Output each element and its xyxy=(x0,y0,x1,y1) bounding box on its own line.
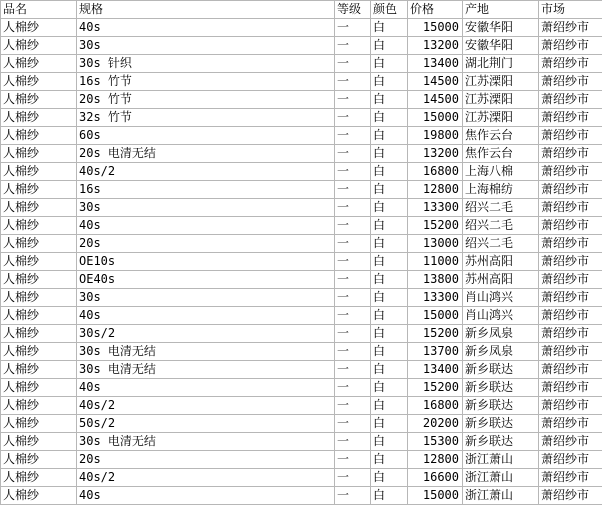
market-cell: 萧绍纱市 xyxy=(539,415,602,433)
table-row xyxy=(1,487,602,505)
table-row xyxy=(1,307,602,325)
spec-cell: OE10s xyxy=(77,253,335,271)
market-cell: 萧绍纱市 xyxy=(539,145,602,163)
color-cell: 白 xyxy=(371,19,408,37)
grade-cell: 一 xyxy=(335,127,371,145)
market-cell: 萧绍纱市 xyxy=(539,325,602,343)
origin-cell: 新乡联达 xyxy=(463,433,539,451)
color-cell: 白 xyxy=(371,217,408,235)
table-row xyxy=(1,379,602,397)
spec-cell: 30s/2 xyxy=(77,325,335,343)
grade-cell: 一 xyxy=(335,343,371,361)
table-row xyxy=(1,469,602,487)
spec-cell: 20s xyxy=(77,235,335,253)
origin-cell: 浙江萧山 xyxy=(463,451,539,469)
market-cell: 萧绍纱市 xyxy=(539,127,602,145)
table-row xyxy=(1,451,602,469)
origin-cell: 新乡凤泉 xyxy=(463,325,539,343)
spec-cell: 16s xyxy=(77,181,335,199)
table-row xyxy=(1,235,602,253)
grade-cell: 一 xyxy=(335,145,371,163)
table-row xyxy=(1,325,602,343)
color-cell: 白 xyxy=(371,325,408,343)
grade-cell: 一 xyxy=(335,307,371,325)
table-row xyxy=(1,145,602,163)
grade-cell: 一 xyxy=(335,379,371,397)
table-row xyxy=(1,343,602,361)
spec-cell: 20s xyxy=(77,451,335,469)
table-row xyxy=(1,217,602,235)
origin-cell: 新乡凤泉 xyxy=(463,343,539,361)
market-cell: 萧绍纱市 xyxy=(539,451,602,469)
color-cell: 白 xyxy=(371,415,408,433)
origin-cell: 浙江萧山 xyxy=(463,469,539,487)
color-cell: 白 xyxy=(371,235,408,253)
header-color: 颜色 xyxy=(371,1,408,19)
table-row xyxy=(1,55,602,73)
spec-cell: 30s xyxy=(77,289,335,307)
market-cell: 萧绍纱市 xyxy=(539,19,602,37)
spec-cell: 30s 电清无结 xyxy=(77,343,335,361)
color-cell: 白 xyxy=(371,109,408,127)
header-grade: 等级 xyxy=(335,1,371,19)
spec-cell: 32s 竹节 xyxy=(77,109,335,127)
origin-cell: 江苏溧阳 xyxy=(463,91,539,109)
color-cell: 白 xyxy=(371,433,408,451)
origin-cell: 湖北荆门 xyxy=(463,55,539,73)
table-row xyxy=(1,163,602,181)
header-price: 价格 xyxy=(408,1,463,19)
price-cell: 13000 xyxy=(408,235,463,253)
color-cell: 白 xyxy=(371,37,408,55)
spec-cell: 30s xyxy=(77,37,335,55)
product-name-cell: 人棉纱 xyxy=(1,451,77,469)
product-name-cell: 人棉纱 xyxy=(1,91,77,109)
price-cell: 15000 xyxy=(408,307,463,325)
table-row xyxy=(1,397,602,415)
price-cell: 14500 xyxy=(408,91,463,109)
grade-cell: 一 xyxy=(335,271,371,289)
price-cell: 15200 xyxy=(408,325,463,343)
spec-cell: 40s xyxy=(77,379,335,397)
market-cell: 萧绍纱市 xyxy=(539,307,602,325)
origin-cell: 江苏溧阳 xyxy=(463,73,539,91)
origin-cell: 肖山鸿兴 xyxy=(463,289,539,307)
color-cell: 白 xyxy=(371,55,408,73)
product-name-cell: 人棉纱 xyxy=(1,109,77,127)
grade-cell: 一 xyxy=(335,55,371,73)
spec-cell: 30s xyxy=(77,199,335,217)
origin-cell: 焦作云台 xyxy=(463,145,539,163)
market-cell: 萧绍纱市 xyxy=(539,181,602,199)
grade-cell: 一 xyxy=(335,487,371,505)
color-cell: 白 xyxy=(371,343,408,361)
origin-cell: 江苏溧阳 xyxy=(463,109,539,127)
price-cell: 16800 xyxy=(408,397,463,415)
spec-cell: 20s 竹节 xyxy=(77,91,335,109)
price-cell: 13400 xyxy=(408,361,463,379)
spec-cell: 40s/2 xyxy=(77,397,335,415)
table-row xyxy=(1,433,602,451)
grade-cell: 一 xyxy=(335,37,371,55)
product-name-cell: 人棉纱 xyxy=(1,37,77,55)
header-row xyxy=(1,1,602,19)
table-row xyxy=(1,289,602,307)
price-cell: 19800 xyxy=(408,127,463,145)
origin-cell: 新乡联达 xyxy=(463,415,539,433)
color-cell: 白 xyxy=(371,469,408,487)
price-cell: 15200 xyxy=(408,217,463,235)
price-cell: 14500 xyxy=(408,73,463,91)
table-row xyxy=(1,19,602,37)
grade-cell: 一 xyxy=(335,253,371,271)
price-cell: 13800 xyxy=(408,271,463,289)
grade-cell: 一 xyxy=(335,109,371,127)
product-name-cell: 人棉纱 xyxy=(1,433,77,451)
market-cell: 萧绍纱市 xyxy=(539,253,602,271)
price-cell: 13200 xyxy=(408,37,463,55)
market-cell: 萧绍纱市 xyxy=(539,433,602,451)
spec-cell: OE40s xyxy=(77,271,335,289)
color-cell: 白 xyxy=(371,73,408,91)
table-row xyxy=(1,361,602,379)
product-name-cell: 人棉纱 xyxy=(1,343,77,361)
market-cell: 萧绍纱市 xyxy=(539,469,602,487)
product-name-cell: 人棉纱 xyxy=(1,55,77,73)
color-cell: 白 xyxy=(371,181,408,199)
grade-cell: 一 xyxy=(335,181,371,199)
price-cell: 15300 xyxy=(408,433,463,451)
product-name-cell: 人棉纱 xyxy=(1,271,77,289)
color-cell: 白 xyxy=(371,289,408,307)
market-cell: 萧绍纱市 xyxy=(539,361,602,379)
origin-cell: 安徽华阳 xyxy=(463,37,539,55)
origin-cell: 浙江萧山 xyxy=(463,487,539,505)
spec-cell: 40s/2 xyxy=(77,163,335,181)
header-origin: 产地 xyxy=(463,1,539,19)
price-cell: 15000 xyxy=(408,487,463,505)
product-name-cell: 人棉纱 xyxy=(1,127,77,145)
origin-cell: 绍兴二毛 xyxy=(463,235,539,253)
grade-cell: 一 xyxy=(335,19,371,37)
color-cell: 白 xyxy=(371,487,408,505)
table-row xyxy=(1,415,602,433)
origin-cell: 上海八棉 xyxy=(463,163,539,181)
market-cell: 萧绍纱市 xyxy=(539,397,602,415)
market-cell: 萧绍纱市 xyxy=(539,163,602,181)
spec-cell: 30s 针织 xyxy=(77,55,335,73)
origin-cell: 新乡联达 xyxy=(463,379,539,397)
color-cell: 白 xyxy=(371,91,408,109)
product-name-cell: 人棉纱 xyxy=(1,199,77,217)
origin-cell: 新乡联达 xyxy=(463,397,539,415)
spec-cell: 20s 电清无结 xyxy=(77,145,335,163)
price-cell: 12800 xyxy=(408,451,463,469)
table-row xyxy=(1,109,602,127)
grade-cell: 一 xyxy=(335,217,371,235)
product-name-cell: 人棉纱 xyxy=(1,361,77,379)
market-cell: 萧绍纱市 xyxy=(539,487,602,505)
color-cell: 白 xyxy=(371,379,408,397)
product-name-cell: 人棉纱 xyxy=(1,235,77,253)
table-row xyxy=(1,253,602,271)
product-name-cell: 人棉纱 xyxy=(1,253,77,271)
color-cell: 白 xyxy=(371,397,408,415)
table-row xyxy=(1,91,602,109)
spec-cell: 50s/2 xyxy=(77,415,335,433)
color-cell: 白 xyxy=(371,271,408,289)
color-cell: 白 xyxy=(371,451,408,469)
product-name-cell: 人棉纱 xyxy=(1,145,77,163)
origin-cell: 苏州高阳 xyxy=(463,253,539,271)
grade-cell: 一 xyxy=(335,91,371,109)
spec-cell: 40s xyxy=(77,19,335,37)
grade-cell: 一 xyxy=(335,199,371,217)
color-cell: 白 xyxy=(371,163,408,181)
header-market: 市场 xyxy=(539,1,602,19)
price-cell: 16600 xyxy=(408,469,463,487)
product-name-cell: 人棉纱 xyxy=(1,415,77,433)
market-cell: 萧绍纱市 xyxy=(539,271,602,289)
market-cell: 萧绍纱市 xyxy=(539,109,602,127)
product-name-cell: 人棉纱 xyxy=(1,19,77,37)
grade-cell: 一 xyxy=(335,415,371,433)
header-product-name: 品名 xyxy=(1,1,77,19)
price-cell: 11000 xyxy=(408,253,463,271)
spec-cell: 40s/2 xyxy=(77,469,335,487)
spec-cell: 40s xyxy=(77,217,335,235)
spec-cell: 40s xyxy=(77,307,335,325)
product-name-cell: 人棉纱 xyxy=(1,73,77,91)
product-name-cell: 人棉纱 xyxy=(1,289,77,307)
grade-cell: 一 xyxy=(335,325,371,343)
product-name-cell: 人棉纱 xyxy=(1,307,77,325)
market-cell: 萧绍纱市 xyxy=(539,37,602,55)
origin-cell: 苏州高阳 xyxy=(463,271,539,289)
table-body xyxy=(1,19,602,505)
color-cell: 白 xyxy=(371,307,408,325)
table-row xyxy=(1,37,602,55)
grade-cell: 一 xyxy=(335,289,371,307)
market-cell: 萧绍纱市 xyxy=(539,379,602,397)
market-cell: 萧绍纱市 xyxy=(539,55,602,73)
table-row xyxy=(1,73,602,91)
market-cell: 萧绍纱市 xyxy=(539,217,602,235)
spec-cell: 40s xyxy=(77,487,335,505)
market-cell: 萧绍纱市 xyxy=(539,235,602,253)
price-cell: 13700 xyxy=(408,343,463,361)
origin-cell: 安徽华阳 xyxy=(463,19,539,37)
table-row xyxy=(1,127,602,145)
grade-cell: 一 xyxy=(335,163,371,181)
grade-cell: 一 xyxy=(335,397,371,415)
origin-cell: 肖山鸿兴 xyxy=(463,307,539,325)
header-spec: 规格 xyxy=(77,1,335,19)
product-name-cell: 人棉纱 xyxy=(1,181,77,199)
price-cell: 15000 xyxy=(408,19,463,37)
color-cell: 白 xyxy=(371,145,408,163)
market-cell: 萧绍纱市 xyxy=(539,73,602,91)
spec-cell: 30s 电清无结 xyxy=(77,433,335,451)
grade-cell: 一 xyxy=(335,451,371,469)
market-cell: 萧绍纱市 xyxy=(539,289,602,307)
origin-cell: 新乡联达 xyxy=(463,361,539,379)
price-cell: 15000 xyxy=(408,109,463,127)
color-cell: 白 xyxy=(371,199,408,217)
color-cell: 白 xyxy=(371,127,408,145)
table-row xyxy=(1,181,602,199)
price-cell: 15200 xyxy=(408,379,463,397)
origin-cell: 绍兴二毛 xyxy=(463,199,539,217)
product-name-cell: 人棉纱 xyxy=(1,217,77,235)
grade-cell: 一 xyxy=(335,73,371,91)
price-cell: 13200 xyxy=(408,145,463,163)
price-cell: 13300 xyxy=(408,199,463,217)
price-cell: 16800 xyxy=(408,163,463,181)
spec-cell: 16s 竹节 xyxy=(77,73,335,91)
origin-cell: 上海棉纺 xyxy=(463,181,539,199)
grade-cell: 一 xyxy=(335,469,371,487)
color-cell: 白 xyxy=(371,253,408,271)
table-row xyxy=(1,199,602,217)
grade-cell: 一 xyxy=(335,433,371,451)
market-cell: 萧绍纱市 xyxy=(539,199,602,217)
origin-cell: 焦作云台 xyxy=(463,127,539,145)
price-cell: 12800 xyxy=(408,181,463,199)
product-name-cell: 人棉纱 xyxy=(1,469,77,487)
table-row xyxy=(1,271,602,289)
market-cell: 萧绍纱市 xyxy=(539,343,602,361)
product-name-cell: 人棉纱 xyxy=(1,163,77,181)
market-cell: 萧绍纱市 xyxy=(539,91,602,109)
product-name-cell: 人棉纱 xyxy=(1,325,77,343)
product-name-cell: 人棉纱 xyxy=(1,487,77,505)
product-name-cell: 人棉纱 xyxy=(1,379,77,397)
price-cell: 20200 xyxy=(408,415,463,433)
spec-cell: 30s 电清无结 xyxy=(77,361,335,379)
spec-cell: 60s xyxy=(77,127,335,145)
grade-cell: 一 xyxy=(335,361,371,379)
origin-cell: 绍兴二毛 xyxy=(463,217,539,235)
color-cell: 白 xyxy=(371,361,408,379)
grade-cell: 一 xyxy=(335,235,371,253)
price-cell: 13300 xyxy=(408,289,463,307)
price-cell: 13400 xyxy=(408,55,463,73)
product-name-cell: 人棉纱 xyxy=(1,397,77,415)
